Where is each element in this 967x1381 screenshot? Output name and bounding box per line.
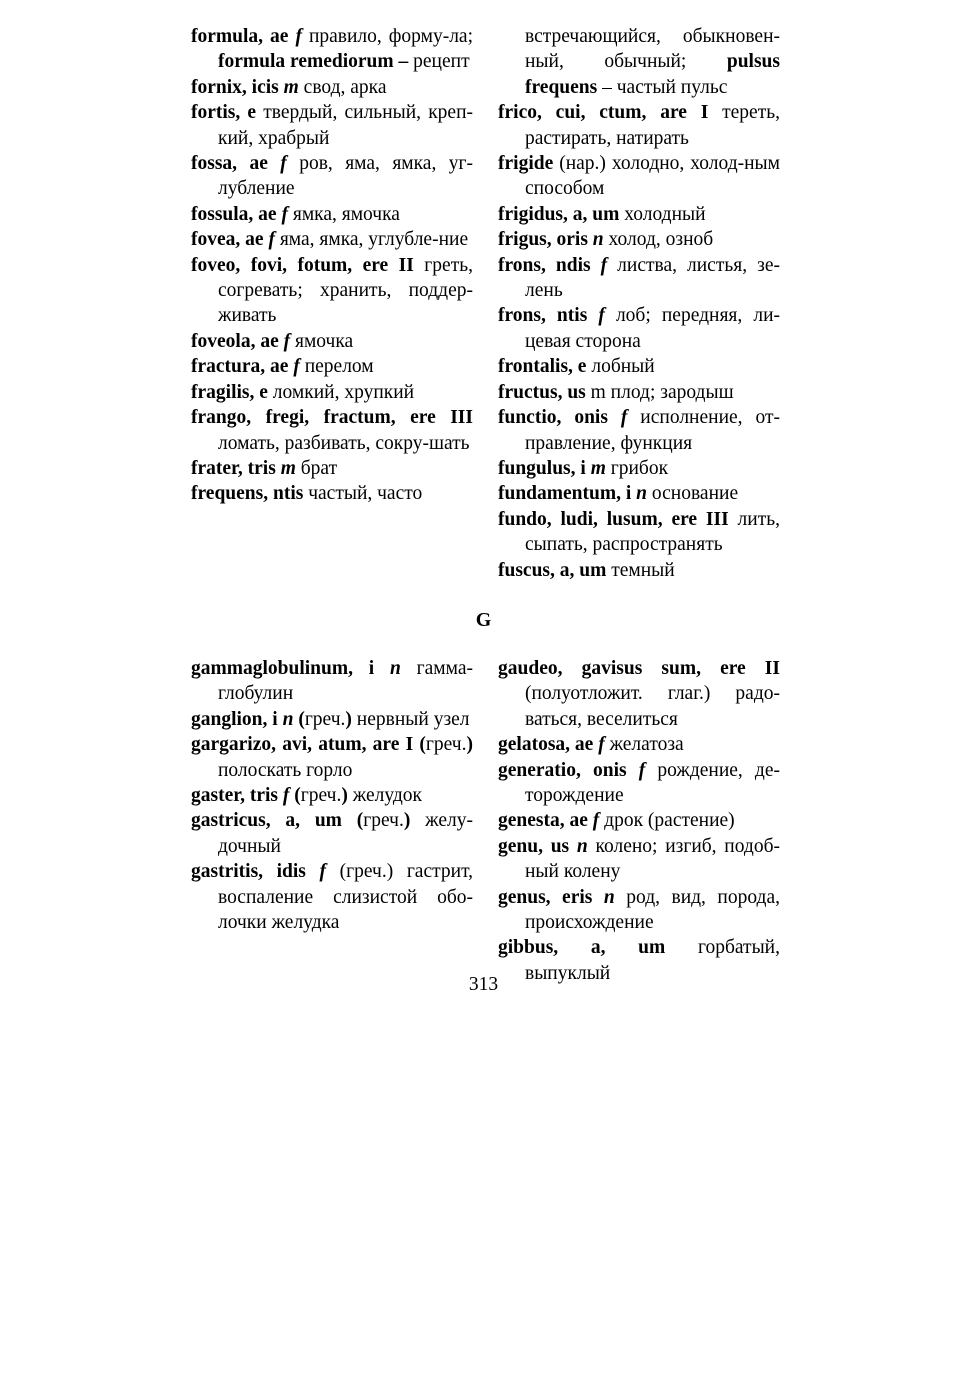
entry-definition: ямочка [294, 330, 354, 352]
entry-headword: fundo, ludi, lusum, ere III [498, 508, 738, 530]
dictionary-entry [498, 405, 780, 456]
dictionary-entry [191, 253, 473, 329]
entry-headword: fuscus, a, um [498, 559, 612, 581]
entry-definition: желу-дочный [218, 810, 473, 857]
entry-definition: листва, листья, зе-лень [525, 254, 780, 302]
entry-headword: ( [298, 708, 305, 730]
entry-gender: f [295, 26, 309, 47]
entry-headword: ganglion, i [191, 708, 283, 730]
entry-gender: f [620, 407, 641, 429]
entry-headword: formula remediorum – [218, 51, 414, 73]
entries-bottom-right-column [498, 656, 780, 986]
entry-definition: греч. [300, 785, 342, 807]
entry-definition: рецепт [413, 51, 470, 73]
entry-gender: f [281, 203, 293, 225]
entry-definition: лить, сыпать, распространять [525, 508, 780, 556]
entry-headword: gaster, tris [191, 785, 283, 807]
dictionary-entry [498, 808, 780, 833]
entry-definition: свод, арка [303, 76, 387, 98]
entry-definition: желудок [352, 785, 423, 807]
dictionary-entry [191, 354, 473, 379]
entry-headword: ) [466, 734, 473, 756]
dictionary-entry [498, 481, 780, 506]
entry-definition: ломать, разбивать, сокру-шать [218, 432, 470, 454]
entry-definition: частый, часто [308, 483, 423, 505]
dictionary-entry [498, 456, 780, 481]
entry-gender: n [389, 658, 417, 679]
entry-gender: f [598, 734, 610, 756]
entry-headword: fossula, ae [191, 203, 282, 225]
dictionary-entry [498, 732, 780, 757]
dictionary-entry [498, 227, 780, 252]
entry-definition: лобный [591, 356, 655, 378]
entry-definition: тереть, растирать, натирать [525, 102, 780, 149]
dictionary-entry [498, 354, 780, 379]
entry-definition: темный [611, 559, 675, 581]
entry-headword: frico, cui, ctum, are I [498, 102, 723, 124]
entry-gender: f [283, 330, 295, 352]
entry-definition: род, вид, порода, происхождение [525, 886, 781, 934]
dictionary-entry [191, 656, 473, 707]
entry-gender: m [280, 457, 301, 479]
entry-gender: f [319, 861, 340, 883]
entry-headword: frigidus, a, um [498, 203, 625, 225]
dictionary-entry [498, 253, 780, 304]
dictionary-entry [498, 758, 780, 809]
dictionary-entry [191, 100, 473, 151]
entry-definition: основание [651, 483, 739, 505]
entry-gender: f [638, 759, 658, 781]
entry-definition: нервный узел [356, 708, 470, 730]
entry-headword: ) [345, 708, 357, 730]
dictionary-entry [191, 405, 473, 456]
dictionary-entry [498, 100, 780, 151]
page-number: 313 [468, 974, 499, 995]
dictionary-entry [191, 707, 473, 732]
entry-gender: f [282, 785, 295, 807]
dictionary-entry [498, 151, 780, 202]
dictionary-entry [191, 783, 473, 808]
entry-gender: n [592, 229, 609, 251]
dictionary-entry [191, 481, 473, 506]
dictionary-entry [498, 558, 780, 583]
entry-headword: formula, ae [191, 26, 296, 47]
entry-definition: яма, ямка, углубле-ние [279, 229, 469, 251]
entry-headword: frigus, oris [498, 229, 593, 251]
entry-gender: f [280, 153, 300, 175]
entry-headword: genesta, ae [498, 810, 593, 832]
entry-headword: gammaglobulinum, i [191, 658, 390, 679]
entry-headword: generatio, onis [498, 759, 639, 781]
entry-definition: дрок (растение) [604, 810, 735, 832]
entry-definition: (полуотложит. глаг.) радо-ваться, веселиться [525, 683, 780, 730]
entry-headword: frango, fregi, fractum, ere III [191, 407, 473, 429]
entry-headword: ( [419, 734, 426, 756]
dictionary-entry [498, 380, 780, 405]
entry-gender: n [576, 835, 596, 857]
entry-definition: ямка, ямочка [292, 203, 400, 225]
entry-headword: ) [403, 810, 426, 832]
entry-definition: (нар.) холодно, холод-ным способом [525, 153, 780, 200]
entry-headword: genu, us [498, 835, 577, 857]
entry-definition: греть, согревать; хранить, поддер-живать [218, 254, 473, 327]
entry-headword: fractura, ae [191, 356, 294, 378]
entry-definition: грибок [610, 457, 669, 479]
entry-gender: n [603, 886, 627, 908]
entry-definition: желатоза [609, 734, 684, 756]
entry-gender: f [598, 305, 616, 327]
entry-headword: gelatosa, ae [498, 734, 599, 756]
entry-definition: – частый пульс [602, 76, 728, 98]
entry-headword: fragilis, e [191, 381, 273, 403]
entry-definition: (греч.) гастрит, воспаление слизистой обо-лочки желудка [218, 861, 473, 934]
dictionary-entry [191, 227, 473, 252]
dictionary-entry [191, 456, 473, 481]
entry-definition: колено; изгиб, подоб-ный колену [525, 835, 781, 883]
dictionary-entry [498, 202, 780, 227]
entries-top-left-column [191, 24, 473, 507]
entry-headword: fovea, ae [191, 229, 269, 251]
entry-definition: встречающийся, обыкновен-ный, обычный; [525, 26, 780, 73]
entry-definition: рождение, де-торождение [525, 759, 780, 807]
entry-definition: греч. [363, 810, 404, 832]
dictionary-entry [498, 656, 780, 732]
entry-definition: гамма-глобулин [218, 658, 473, 705]
entry-definition: ров, яма, ямка, уг-лубление [218, 153, 473, 200]
entry-headword: fundamentum, i [498, 483, 637, 505]
entry-gender: n [282, 708, 299, 730]
entry-definition: греч. [304, 708, 346, 730]
entry-headword: frontalis, e [498, 356, 592, 378]
entry-definition: исполнение, от-правление, функция [525, 407, 780, 454]
entry-definition: перелом [304, 356, 374, 378]
entry-gender: f [592, 810, 605, 832]
entry-gender: n [636, 483, 652, 505]
entry-headword: frons, ndis [498, 254, 601, 276]
dictionary-entry [191, 732, 473, 783]
entry-headword: fortis, e [191, 102, 264, 124]
dictionary-entry [191, 151, 473, 202]
entry-definition: правило, форму-ла; [308, 26, 473, 47]
entry-gender: f [293, 356, 305, 378]
dictionary-entry [498, 885, 780, 936]
dictionary-entry [191, 329, 473, 354]
entry-definition: твердый, сильный, креп-кий, храбрый [218, 102, 473, 149]
entry-headword: ) [341, 785, 353, 807]
dictionary-entry [498, 24, 780, 100]
entry-definition: греч. [425, 734, 467, 756]
entry-definition: полоскать горло [218, 759, 353, 781]
dictionary-entry [191, 808, 473, 859]
entry-definition: m плод; зародыш [590, 381, 734, 403]
entry-gender: m [283, 76, 304, 98]
entry-headword: gastricus, a, um [191, 810, 357, 832]
entry-headword: frigide [498, 153, 560, 175]
dictionary-entry [498, 834, 780, 885]
dictionary-entry [191, 75, 473, 100]
entry-definition: брат [300, 457, 338, 479]
entry-gender: f [600, 254, 618, 276]
entry-headword: pulsus frequens [525, 51, 780, 98]
entry-headword: foveo, fovi, fotum, ere II [191, 254, 425, 276]
dictionary-entry [191, 202, 473, 227]
entry-headword: frequens, ntis [191, 483, 309, 505]
entry-headword: functio, onis [498, 407, 621, 429]
entry-definition: холод, озноб [608, 229, 714, 251]
entry-headword: gibbus, a, um [498, 937, 698, 959]
entry-headword: ( [294, 785, 301, 807]
entry-headword: fungulus, i [498, 457, 591, 479]
entry-headword: gaudeo, gavisus sum, ere II [498, 658, 780, 679]
entry-definition: лоб; передняя, ли-цевая сторона [525, 305, 781, 352]
entries-top-right-column [498, 24, 780, 583]
entry-headword: foveola, ae [191, 330, 284, 352]
entry-headword: gargarizo, avi, atum, are I [191, 734, 420, 756]
entry-gender: m [590, 457, 611, 479]
entry-headword: fornix, icis [191, 76, 284, 98]
entry-headword: fructus, us [498, 381, 591, 403]
dictionary-entry [498, 507, 780, 558]
dictionary-entry [498, 303, 780, 354]
entry-headword: genus, eris [498, 886, 604, 908]
entry-headword: frater, tris [191, 457, 281, 479]
entry-definition: холодный [624, 203, 706, 225]
entry-headword: frons, ntis [498, 305, 599, 327]
entries-bottom-left-column [191, 656, 473, 935]
dictionary-entry [191, 24, 473, 75]
entry-gender: f [268, 229, 280, 251]
entry-headword: gastritis, idis [191, 861, 320, 883]
section-letter-heading: G [475, 609, 492, 631]
entry-headword: fossa, ae [191, 153, 281, 175]
entry-headword: ( [356, 810, 364, 832]
dictionary-entry [191, 859, 473, 935]
entry-definition: ломкий, хрупкий [272, 381, 415, 403]
dictionary-entry [191, 380, 473, 405]
entry-definition: горбатый, выпуклый [525, 937, 780, 984]
